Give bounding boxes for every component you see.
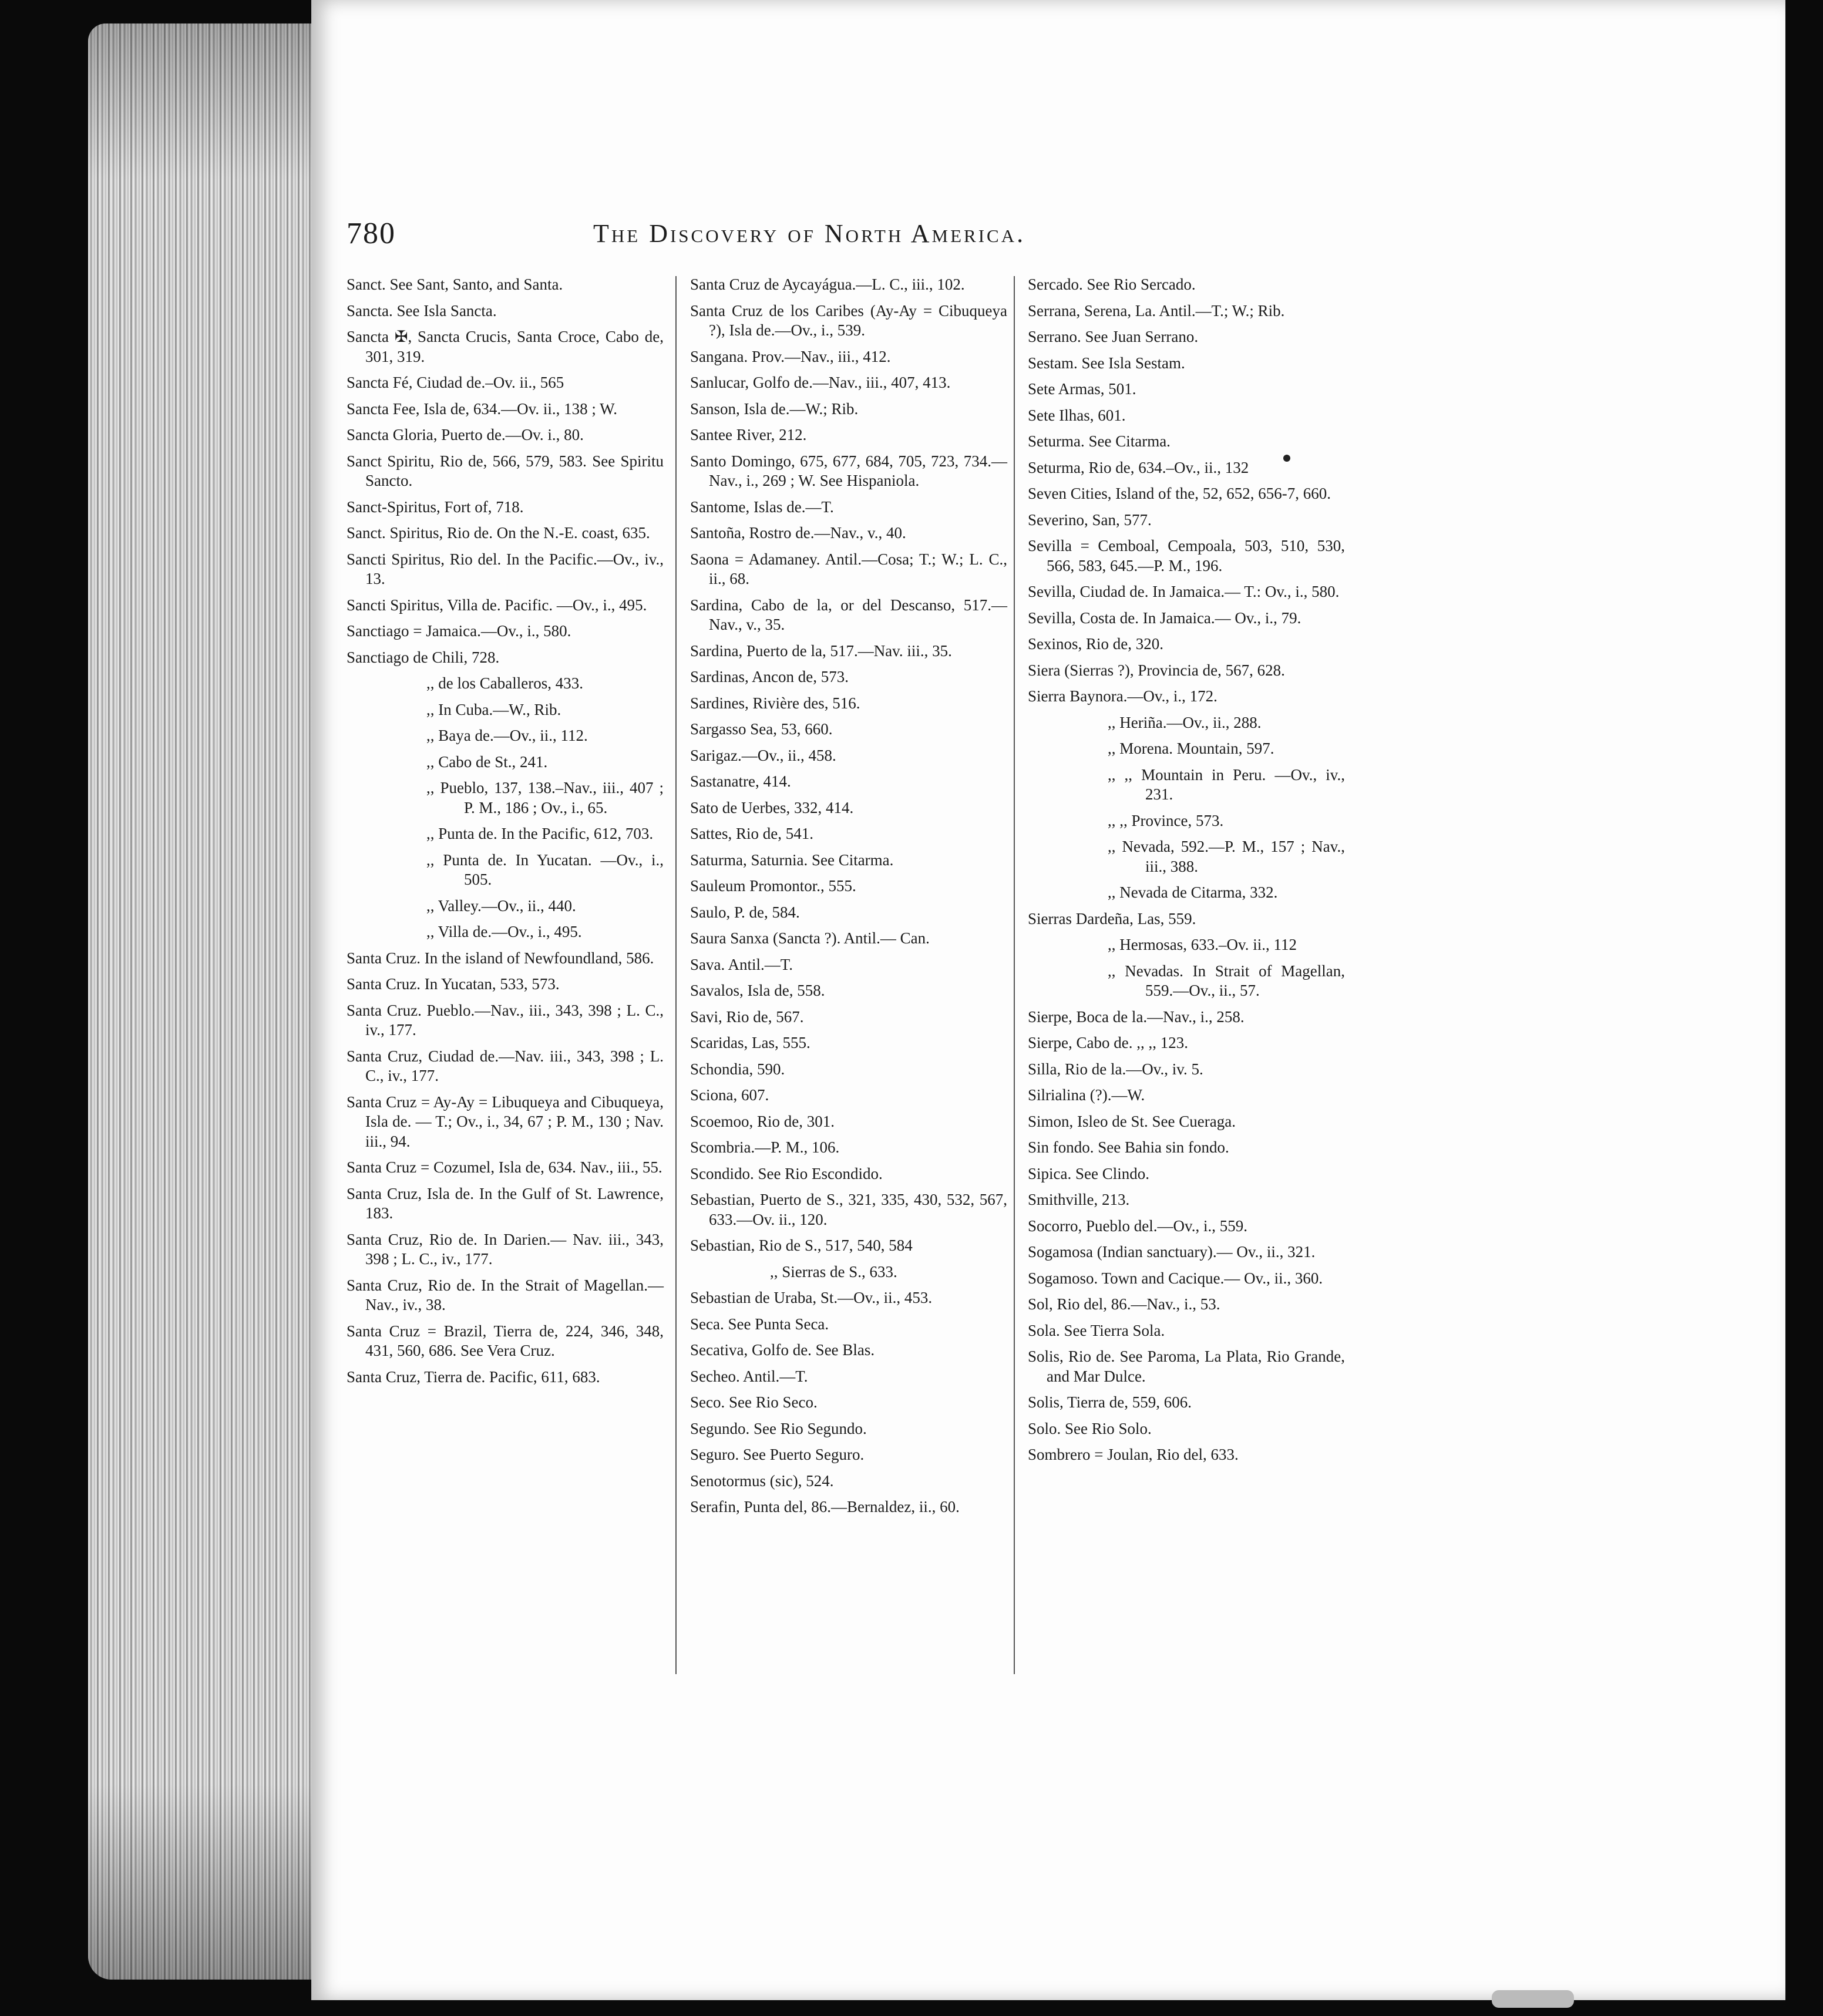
index-entry: Solo. See Rio Solo. [1028,1419,1152,1437]
index-entry: Saturma, Saturnia. See Citarma. [690,851,894,869]
index-entry: Sogamoso. Town and Cacique.— Ov., ii., 360. [1028,1269,1323,1287]
index-entry: Seguro. See Puerto Seguro. [690,1446,865,1463]
index-entry: Santa Cruz. In the island of Newfoundland, 586. [347,949,654,967]
index-entry: Saura Sanxa (Sancta ?). Antil.— Can. [690,929,930,947]
index-entry: Sete Ilhas, 601. [1028,406,1126,424]
index-entry: Sancti Spiritus, Villa de. Pacific. —Ov., i., 495. [347,596,647,614]
index-entry: Santa Cruz de Aycayágua.—L. C., iii., 102. [690,275,965,293]
index-entry: ,, Nevada de Citarma, 332. [1108,883,1278,901]
index-entry: Serrano. See Juan Serrano. [1028,328,1199,345]
index-entry: Sauleum Promontor., 555. [690,877,856,895]
index-entry: ,, Pueblo, 137, 138.–Nav., iii., 407 ; P. M., 186 ; Ov., i., 65. [426,779,664,817]
index-entry: Sargasso Sea, 53, 660. [690,720,833,738]
index-entry: Sanct Spiritu, Rio de, 566, 579, 583. See Spiritu Sancto. [347,452,664,489]
index-entry: Santa Cruz. In Yucatan, 533, 573. [347,975,560,993]
index-entry: Solis, Tierra de, 559, 606. [1028,1393,1192,1411]
index-entry: Sangana. Prov.—Nav., iii., 412. [690,347,891,365]
index-entry: Sanctiago de Chili, 728. [347,648,500,666]
index-entry: ,, Villa de.—Ov., i., 495. [426,923,582,940]
index-entry: Saulo, P. de, 584. [690,903,800,921]
index-entry: Santa Cruz = Ay-Ay = Libuqueya and Cibuqueya, Isla de. — T.; Ov., i., 34, 67 ; P. M., 130 ; Nav. iii., 94. [347,1093,664,1150]
index-entry: ,, Nevada, 592.—P. M., 157 ; Nav., iii., 388. [1108,838,1345,875]
index-entry: Sattes, Rio de, 541. [690,825,813,842]
index-entry: Santa Cruz de los Caribes (Ay-Ay = Cibuqueya ?), Isla de.—Ov., i., 539. [690,301,1007,339]
index-entry: Santa Cruz, Isla de. In the Gulf of St. Lawrence, 183. [347,1184,664,1222]
index-entry: Sancti Spiritus, Rio del. In the Pacific.—Ov., iv., 13. [347,550,664,587]
index-entry: Sercado. See Rio Sercado. [1028,275,1196,293]
index-entry: Santa Cruz, Tierra de. Pacific, 611, 683. [347,1367,600,1386]
index-entry: Seven Cities, Island of the, 52, 652, 656-7, 660. [1028,485,1331,502]
index-entry: Seturma. See Citarma. [1028,432,1171,450]
index-entry: Sete Armas, 501. [1028,380,1136,398]
index-entry: Sancta ✠, Sancta Crucis, Santa Croce, Cabo de, 301, 319. [347,328,664,365]
index-entry: ,, Nevadas. In Strait of Magellan, 559.—Ov., ii., 57. [1108,962,1345,999]
index-entry: Sexinos, Rio de, 320. [1028,635,1164,653]
index-entry: Schondia, 590. [690,1060,785,1078]
index-entry: ,, Heriña.—Ov., ii., 288. [1108,713,1262,731]
index-entry: Santa Cruz. Pueblo.—Nav., iii., 343, 398 ; L. C., iv., 177. [347,1001,664,1039]
page-number: 780 [347,217,396,250]
index-entry: Sanct-Spiritus, Fort of, 718. [347,498,524,516]
index-entry: Secativa, Golfo de. See Blas. [690,1341,875,1359]
index-entry: Sastanatre, 414. [690,772,791,790]
index-entry: Savi, Rio de, 567. [690,1007,804,1026]
index-entry: Sardina, Puerto de la, 517.—Nav. iii., 35. [690,641,952,660]
index-entry: Sevilla = Cemboal, Cempoala, 503, 510, 530, 566, 583, 645.—P. M., 196. [1028,537,1345,574]
index-entry: Santo Domingo, 675, 677, 684, 705, 723, 734.—Nav., i., 269 ; W. See Hispaniola. [690,452,1007,489]
index-entry: Secheo. Antil.—T. [690,1367,808,1385]
index-entry: Sanlucar, Golfo de.—Nav., iii., 407, 413. [690,374,951,391]
column-rule [675,276,677,1674]
index-entry: Santome, Islas de.—T. [690,498,834,516]
index-entry: Sciona, 607. [690,1086,769,1104]
index-entry: Santa Cruz = Cozumel, Isla de, 634. Nav., iii., 55. [347,1158,662,1176]
index-entry: Silla, Rio de la.—Ov., iv. 5. [1028,1060,1203,1078]
index-entry: Sardinas, Ancon de, 573. [690,668,849,686]
index-entry: ,, Punta de. In the Pacific, 612, 703. [426,825,654,842]
index-entry: ,, Hermosas, 633.–Ov. ii., 112 [1108,936,1297,953]
index-entry: Sanct. See Sant, Santo, and Santa. [347,275,563,293]
index-entry: Senotormus (sic), 524. [690,1471,834,1490]
index-entry: Savalos, Isla de, 558. [690,982,825,999]
index-entry: ,, Morena. Mountain, 597. [1108,740,1274,757]
index-entry: Sin fondo. See Bahia sin fondo. [1028,1138,1229,1156]
index-entry: Saona = Adamaney. Antil.—Cosa; T.; W.; L. C., ii., 68. [690,550,1007,587]
index-entry: Sava. Antil.—T. [690,955,793,973]
index-entry: Sancta. See Isla Sancta. [347,301,497,320]
index-entry: Sebastian de Uraba, St.—Ov., ii., 453. [690,1289,933,1306]
index-entry: Smithville, 213. [1028,1191,1130,1208]
index-entry: ,, de los Caballeros, 433. [426,674,583,692]
column-rule [1014,276,1015,1674]
index-column-2 [690,275,1007,1524]
index-entry: Simon, Isleo de St. See Cueraga. [1028,1112,1236,1130]
index-entry: Sola. See Tierra Sola. [1028,1321,1165,1339]
index-entry: Santoña, Rostro de.—Nav., v., 40. [690,524,906,542]
index-entry: ,, Sierras de S., 633. [770,1262,897,1281]
index-entry: Sipica. See Clindo. [1028,1164,1149,1182]
page-edge-mark [1492,1990,1574,2008]
index-entry: Sanct. Spiritus, Rio de. On the N.-E. coast, 635. [347,524,650,542]
index-entry: Sebastian, Rio de S., 517, 540, 584 [690,1237,913,1254]
index-entry: Sevilla, Ciudad de. In Jamaica.— T.: Ov., i., 580. [1028,583,1340,600]
index-entry: Santee River, 212. [690,426,807,443]
index-entry: Sancta Fé, Ciudad de.–Ov. ii., 565 [347,374,564,391]
book-spine-edge [88,23,329,1980]
index-entry: Sombrero = Joulan, Rio del, 633. [1028,1446,1239,1463]
index-entry: Sebastian, Puerto de S., 321, 335, 430, 532, 567, 633.—Ov. ii., 120. [690,1191,1007,1228]
index-entry: Scoemoo, Rio de, 301. [690,1112,835,1130]
index-entry: Sierra Baynora.—Ov., i., 172. [1028,687,1217,705]
index-entry: Serrana, Serena, La. Antil.—T.; W.; Rib. [1028,301,1285,320]
index-entry: ,, Cabo de St., 241. [426,752,548,771]
index-entry: Seco. See Rio Seco. [690,1393,818,1411]
index-entry: Siera (Sierras ?), Provincia de, 567, 628. [1028,661,1285,679]
index-entry: Sanctiago = Jamaica.—Ov., i., 580. [347,622,571,640]
index-entry: Sancta Fee, Isla de, 634.—Ov. ii., 138 ; W. [347,399,617,418]
index-entry: Solis, Rio de. See Paroma, La Plata, Rio Grande, and Mar Dulce. [1028,1348,1345,1385]
index-entry: Silrialina (?).—W. [1028,1086,1145,1104]
running-title: The Discovery of North America. [593,219,1026,248]
index-entry: Sarigaz.—Ov., ii., 458. [690,746,836,764]
index-entry: Severino, San, 577. [1028,510,1152,529]
index-entry: Seturma, Rio de, 634.–Ov., ii., 132 [1028,458,1249,476]
index-entry: ,, Valley.—Ov., ii., 440. [426,896,576,915]
index-entry: Sol, Rio del, 86.—Nav., i., 53. [1028,1295,1220,1313]
index-entry: ,, ,, Mountain in Peru. —Ov., iv., 231. [1108,765,1345,803]
index-entry: Sevilla, Costa de. In Jamaica.— Ov., i., 79. [1028,609,1301,627]
index-entry: Sanson, Isla de.—W.; Rib. [690,399,859,418]
index-column-1 [347,275,664,1393]
index-entry: Sierpe, Boca de la.—Nav., i., 258. [1028,1007,1245,1026]
index-entry: ,, In Cuba.—W., Rib. [426,700,561,718]
index-entry: Sierras Dardeña, Las, 559. [1028,909,1196,928]
index-entry: Scondido. See Rio Escondido. [690,1164,883,1182]
index-column-3 [1028,275,1345,1471]
index-entry: Sardina, Cabo de la, or del Descanso, 517.—Nav., v., 35. [690,596,1007,633]
index-entry: Scaridas, Las, 555. [690,1034,810,1051]
index-entry: Sestam. See Isla Sestam. [1028,354,1185,372]
ink-spot [1283,455,1290,462]
index-entry: ,, Baya de.—Ov., ii., 112. [426,727,588,744]
index-entry: Scombria.—P. M., 106. [690,1138,840,1156]
index-entry: Segundo. See Rio Segundo. [690,1419,867,1437]
index-entry: ,, ,, Province, 573. [1108,811,1224,829]
index-entry: Sardines, Rivière des, 516. [690,694,860,712]
index-entry: Sogamosa (Indian sanctuary).— Ov., ii., 321. [1028,1243,1316,1261]
index-entry: Socorro, Pueblo del.—Ov., i., 559. [1028,1217,1247,1235]
index-entry: Seca. See Punta Seca. [690,1315,829,1333]
index-entry: Santa Cruz = Brazil, Tierra de, 224, 346, 348, 431, 560, 686. See Vera Cruz. [347,1322,664,1359]
index-entry: Sato de Uerbes, 332, 414. [690,798,854,817]
index-entry: Sancta Gloria, Puerto de.—Ov. i., 80. [347,426,584,443]
index-entry: Santa Cruz, Ciudad de.—Nav. iii., 343, 398 ; L. C., iv., 177. [347,1047,664,1084]
index-entry: Santa Cruz, Rio de. In the Strait of Magellan.—Nav., iv., 38. [347,1276,664,1313]
index-entry: Sierpe, Cabo de. ,, ,, 123. [1028,1034,1188,1051]
index-entry: Serafin, Punta del, 86.—Bernaldez, ii., 60. [690,1498,960,1516]
page-header [347,216,1451,257]
index-entry: ,, Punta de. In Yucatan. —Ov., i., 505. [426,851,664,888]
index-entry: Santa Cruz, Rio de. In Darien.— Nav. iii., 343, 398 ; L. C., iv., 177. [347,1230,664,1268]
